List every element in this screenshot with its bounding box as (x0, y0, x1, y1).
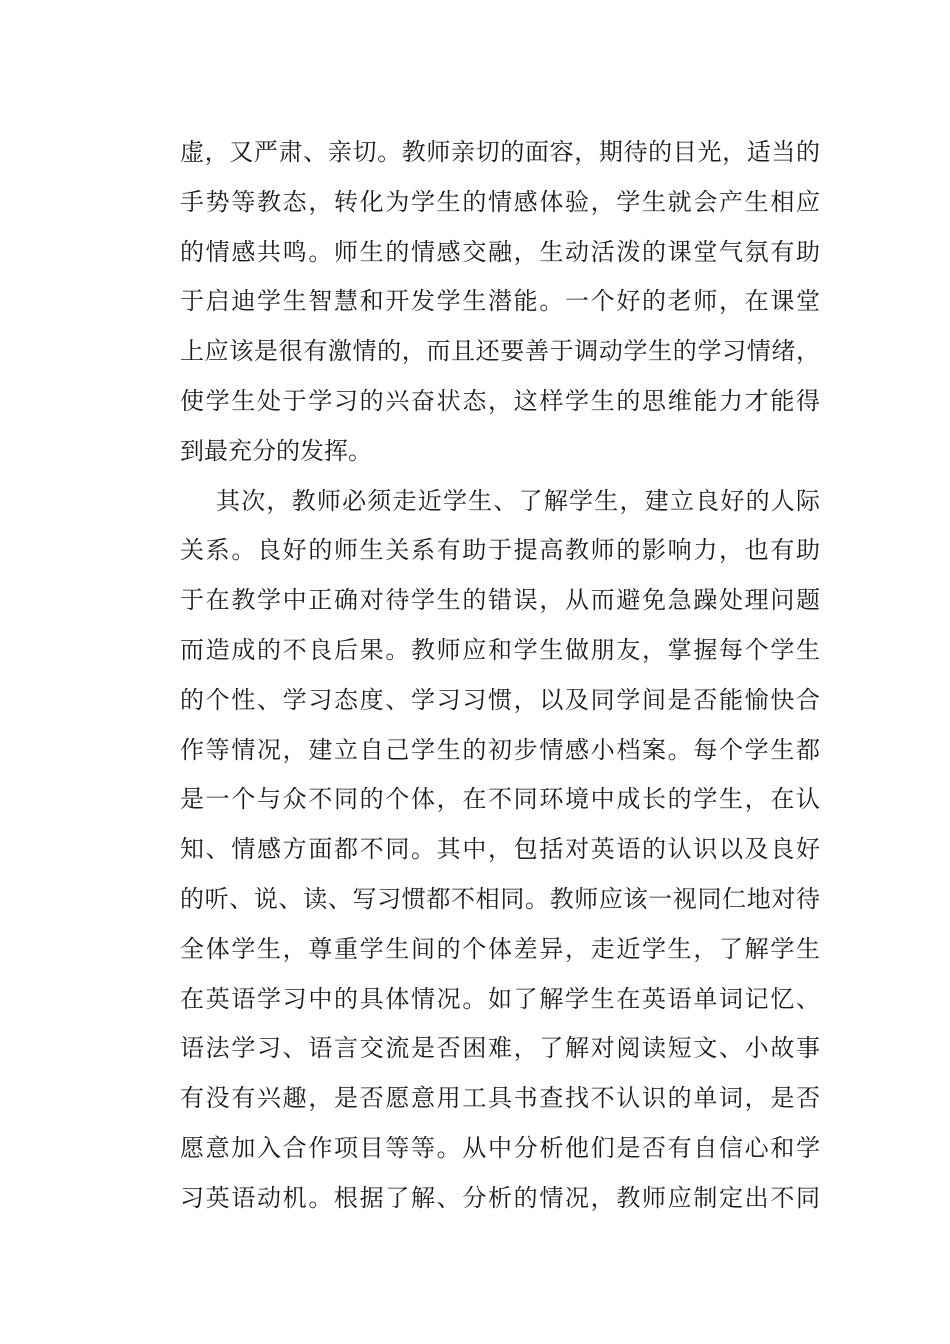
text-line: 语法学习、语言交流是否困难，了解对阅读短文、小故事 (180, 1034, 820, 1063)
text-line: 作等情况，建立自己学生的初步情感小档案。每个学生都 (180, 735, 820, 764)
text-line: 到最充分的发挥。 (180, 436, 372, 465)
text-line: 使学生处于学习的兴奋状态，这样学生的思维能力才能得 (180, 386, 820, 415)
text-line: 愿意加入合作项目等等。从中分析他们是否有自信心和学 (180, 1133, 820, 1162)
text-line: 习英语动机。根据了解、分析的情况，教师应制定出不同 (180, 1183, 820, 1212)
text-line: 的个性、学习态度、学习习惯，以及同学间是否能愉快合 (180, 685, 820, 714)
text-line: 的情感共鸣。师生的情感交融，生动活泼的课堂气氛有助 (180, 237, 820, 266)
text-line: 在英语学习中的具体情况。如了解学生在英语单词记忆、 (180, 984, 820, 1013)
text-line: 手势等教态，转化为学生的情感体验，学生就会产生相应 (180, 187, 820, 216)
text-line: 知、情感方面都不同。其中，包括对英语的认识以及良好 (180, 835, 820, 864)
text-line: 的听、说、读、写习惯都不相同。教师应该一视同仁地对待 (180, 884, 820, 913)
text-line: 于在教学中正确对待学生的错误，从而避免急躁处理问题 (180, 586, 820, 615)
text-line-paragraph-start: 其次，教师必须走近学生、了解学生，建立良好的人际 (216, 486, 820, 515)
text-line: 全体学生，尊重学生间的个体差异，走近学生，了解学生 (180, 934, 820, 963)
text-line: 是一个与众不同的个体，在不同环境中成长的学生，在认 (180, 785, 820, 814)
text-line: 而造成的不良后果。教师应和学生做朋友，掌握每个学生 (180, 635, 820, 664)
text-line: 于启迪学生智慧和开发学生潜能。一个好的老师，在课堂 (180, 287, 820, 316)
body-text (180, 128, 820, 1224)
text-line: 虚，又严肃、亲切。教师亲切的面容，期待的目光，适当的 (180, 138, 820, 166)
text-line: 上应该是很有激情的，而且还要善于调动学生的学习情绪， (180, 337, 820, 366)
text-line: 关系。良好的师生关系有助于提高教师的影响力，也有助 (180, 536, 820, 565)
text-line: 有没有兴趣，是否愿意用工具书查找不认识的单词，是否 (180, 1084, 820, 1113)
